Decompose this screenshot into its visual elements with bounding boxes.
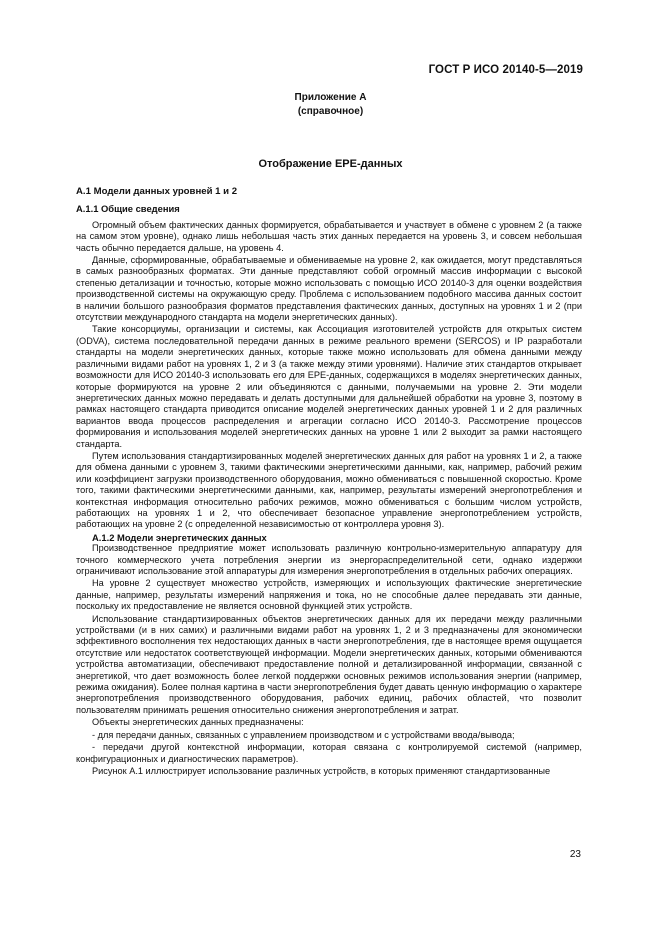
- heading-a12: А.1.2 Модели энергетических данных: [92, 531, 267, 543]
- paragraph: Объекты энергетических данных предназначены:: [92, 717, 304, 728]
- document-body: [76, 186, 582, 778]
- paragraph: На уровне 2 существует множество устройств, измеряющих и использующих фактические энергетические данные, например, результаты измерений напряжения и тока, но не способные далее передавать эти данные, поскольку их предоставление не является основной функцией этих устройств.: [76, 578, 582, 612]
- heading-a11: А.1.1 Общие сведения: [76, 203, 180, 215]
- paragraph: Использование стандартизированных объектов энергетических данных для их передачи между различными устройствами (и в них самих) и различными видами работ на уровнях 1, 2 и 3 предназначены для экономически эффективного восполнения тех недостающих данных в части энергопотребления, где в настоящее время ощущается отсутствие или недостаток соответствующей информации. Модели энергетических данных, которыми обмениваются устройства автоматизации, обеспечивают предоставление полной и детализированной информации, связанной с энергетикой, что дает возможность более легкой поддержки основных режимов использования энергии (например, режима ожидания). Более полная картина в части энергопотребления будет давать ценную информацию о характере энергопотребления производственного оборудования, рабочих единиц, рабочих областей, что позволит пользователям принимать решения относительно снижения энергопотребления и затрат.: [76, 613, 582, 715]
- document-code: ГОСТ Р ИСО 20140-5—2019: [428, 64, 583, 76]
- paragraph: Путем использования стандартизированных моделей энергетических данных для работ на уровнях 1 и 2, а также для обмена данными с уровнем 3, такими фактическими энергетическими данными, как, например, рабочий режим или коэффициент загрузки производственного оборудования, можно обмениваться с повышенной скоростью. Кроме того, такими фактическими энергетическими данными, как, например, результаты измерений энергопотребления и контекстная информация относительно рабочих режимов, можно обмениваться с большим числом устройств, работающих на уровнях 1 и 2, что обеспечивает безопасное управление энергопотреблением устройств, работающих на уровне 2 (с определенной независимостью от контроллера уровня 3).: [76, 450, 582, 530]
- paragraph: Производственное предприятие может использовать различную контрольно-измерительную аппаратуру для точного коммерческого учета потребления энергии из энергораспределительной сети, однако издержки ограничивают использование этой аппаратуры для измерения энергопотребления в отдельных рабочих операциях.: [76, 543, 582, 576]
- appendix-title: Приложение А: [294, 92, 367, 103]
- list-item: - передачи другой контекстной информации, которая связана с контролируемой системой (например, конфигурационных и диагностических параметров).: [76, 742, 582, 764]
- heading-a1: А.1 Модели данных уровней 1 и 2: [76, 186, 238, 197]
- paragraph: Огромный объем фактических данных формируется, обрабатывается и участвует в обмене с уровнем 2 (а также на самом этом уровне), однако лишь небольшая часть этих данных передается на уровень 3, и совсем небольшая часть обычно передается дальше, на уровень 4.: [76, 219, 582, 253]
- page-number: 23: [569, 849, 581, 860]
- section-title: Отображение ЕРЕ-данных: [258, 158, 403, 170]
- paragraph: Рисунок А.1 иллюстрирует использование различных устройств, в которых применяют стандартизованные: [92, 765, 551, 776]
- appendix-subtitle: (справочное): [297, 106, 364, 117]
- paragraph: Такие консорциумы, организации и системы, как Ассоциация изготовителей устройств для открытых систем (ODVA), система последовательной передачи данных в режиме реального времени (SERCOS) и IP разработали стандарты на модели энергетических данных, которые также можно использовать для обмена данными между различными видами работ на уровнях 1, 2 и 3 (а также между этими уровнями). Наличие этих стандартов открывает возможности для ИСО 20140-3 использовать его для ЕРЕ-данных, содержащихся в моделях энергетических данных, которые формируются на уровне 2 или объединяются с данными, получаемыми на уровне 2. Эти модели энергетических данных можно передавать и делать доступными для дальнейшей обработки на уровне 3, поэтому в рамках настоящего стандарта приводится описание моделей энергетических данных уровней 1 и 2 для различных вариантов ввода процессов распределения и агрегации согласно ИСО 20140-3. Рассмотрение процессов формирования и использования моделей энергетических данных на уровне 1 или 2 выходит за рамки настоящего стандарта.: [76, 324, 582, 449]
- paragraph: Данные, сформированные, обрабатываемые и обмениваемые на уровне 2, как ожидается, могут представляться в самых разнообразных форматах. Эти данные представляют собой огромный массив информации с высокой степенью детализации и точностью, которые можно использовать с помощью ИСО 20140-3 для оценки воздействия производственной системы на окружающую среду. Проблема с использованием подобного массива данных состоит в наличии большого разнообразия форматов представления фактических данных, доступных на уровнях 1 и 2 (при отсутствии международного стандарта на модели энергетических данных).: [76, 255, 582, 323]
- list-item: - для передачи данных, связанных с управлением производством и с устройствами ввода/вывода;: [92, 729, 515, 740]
